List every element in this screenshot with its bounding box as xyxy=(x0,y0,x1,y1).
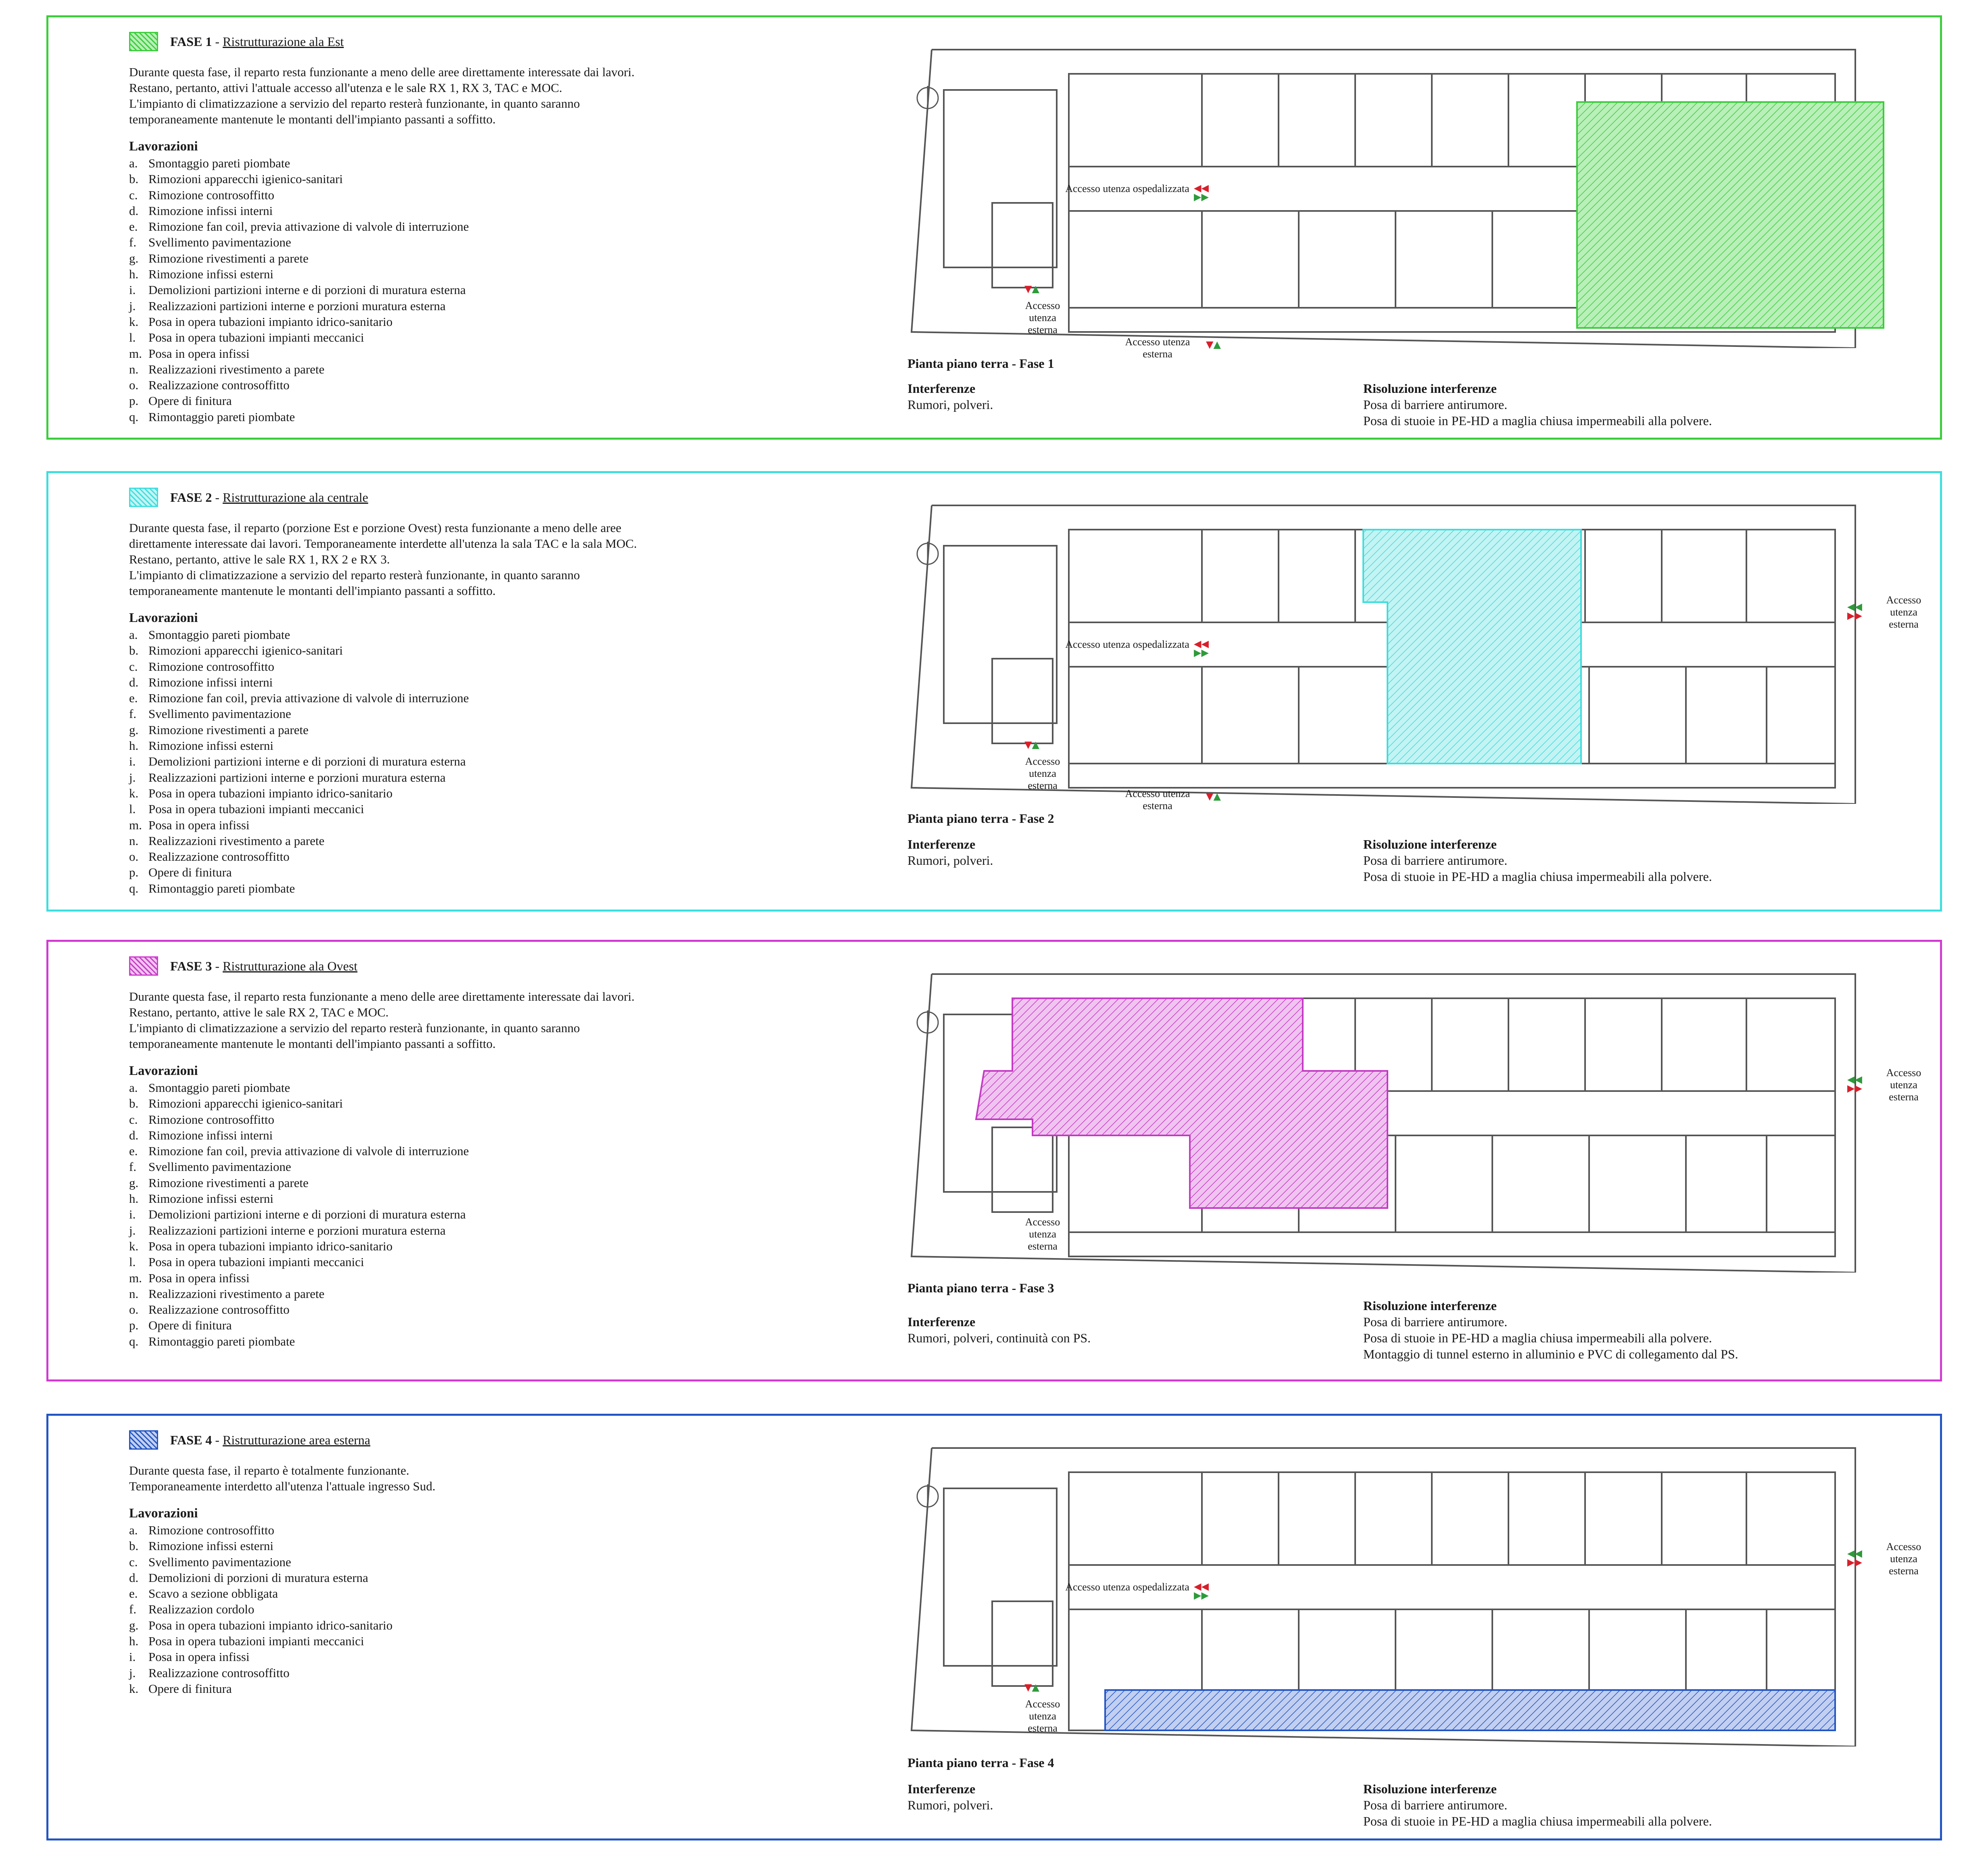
list-item: f. Realizzazion cordolo xyxy=(129,1602,254,1617)
access-hospital-arrows: ◀◀ ▶▶ xyxy=(1194,182,1209,202)
phase-1-text xyxy=(129,29,916,425)
list-item: c. Svellimento pavimentazione xyxy=(129,1555,291,1569)
phase-4-lavorazioni-heading: Lavorazioni xyxy=(129,1506,198,1521)
phase-2-legend-swatch xyxy=(129,488,158,507)
access-external-south-arrows: ▼▲ xyxy=(1206,791,1221,802)
north-arrow-icon xyxy=(917,1484,938,1509)
phase-3-interferenze: Interferenze Rumori, polveri, continuità con PS. xyxy=(907,1315,1091,1345)
list-item: d. Rimozione infissi interni xyxy=(129,203,273,218)
list-item: h. Posa in opera tubazioni impianti meccanici xyxy=(129,1634,364,1648)
list-item: j. Realizzazioni partizioni interne e porzioni muratura esterna xyxy=(129,1223,446,1237)
phase-1-work-area xyxy=(1577,102,1884,328)
phase-3-work-area xyxy=(976,998,1387,1208)
list-item: q. Rimontaggio pareti piombate xyxy=(129,881,295,895)
phase-3-text xyxy=(129,954,916,1349)
phase-2-description: Durante questa fase, il reparto (porzione Est e porzione Ovest) resta funzionante a meno delle aree direttamente interessate dai lavori. Temporaneamente interdette all'utenza la sala TAC e la sala MOC. Restano, pertanto, attive le sale RX 1, RX 2 e RX 3. L'impianto di climatizzazione a servizio del reparto resterà funzionante, in quanto saranno temporaneamente mantenute le montanti dell'impianto passanti a soffitto. xyxy=(129,521,637,598)
phase-1-interferenze: Interferenze Rumori, polveri. xyxy=(907,381,993,412)
access-external-east-arrows: ◀◀ ▶▶ xyxy=(1847,1074,1862,1094)
list-item: b. Rimozioni apparecchi igienico-sanitari xyxy=(129,172,343,186)
list-item: o. Realizzazione controsoffitto xyxy=(129,849,290,864)
phase-4-title: FASE 4 - Ristrutturazione area esterna xyxy=(170,1432,371,1447)
list-item: f. Svellimento pavimentazione xyxy=(129,1160,291,1174)
list-item: p. Opere di finitura xyxy=(129,865,232,880)
list-item: m. Posa in opera infissi xyxy=(129,346,250,361)
list-item: m. Posa in opera infissi xyxy=(129,818,250,832)
access-external-east-arrows: ◀◀ ▶▶ xyxy=(1847,601,1862,621)
access-external-label: Accesso utenza esterna xyxy=(1025,1216,1060,1252)
phase-1-legend-swatch xyxy=(129,32,158,51)
phase-4-text xyxy=(129,1428,916,1696)
list-item: f. Svellimento pavimentazione xyxy=(129,707,291,721)
list-item: c. Rimozione controsoffitto xyxy=(129,188,274,202)
list-item: n. Realizzazioni rivestimento a parete xyxy=(129,833,325,848)
access-external-south-arrows: ▼▲ xyxy=(1206,339,1221,350)
list-item: p. Opere di finitura xyxy=(129,394,232,408)
list-item: p. Opere di finitura xyxy=(129,1318,232,1333)
phase-4-work-area xyxy=(1105,1690,1835,1730)
north-arrow-icon xyxy=(917,86,938,110)
access-external-south-label: Accesso utenza esterna xyxy=(1125,788,1190,812)
access-external-label: Accesso utenza esterna xyxy=(1025,1698,1060,1734)
access-external-east-label: Accesso utenza esterna xyxy=(1886,1541,1921,1577)
phase-2-title: FASE 2 - Ristrutturazione ala centrale xyxy=(170,490,368,505)
access-hospital-arrows: ◀◀ ▶▶ xyxy=(1194,1581,1209,1601)
phase-2-text xyxy=(129,485,916,896)
phase-3-panel xyxy=(46,940,1942,1381)
access-hospital-label: Accesso utenza ospedalizzata xyxy=(1065,1581,1189,1593)
phase-4-lavorazioni-list xyxy=(129,1522,916,1696)
list-item: l. Posa in opera tubazioni impianti meccanici xyxy=(129,330,364,345)
access-hospital-arrows: ◀◀ ▶▶ xyxy=(1194,638,1209,658)
list-item: o. Realizzazione controsoffitto xyxy=(129,378,290,392)
list-item: a. Smontaggio pareti piombate xyxy=(129,628,290,642)
phase-4-plan-title: Pianta piano terra - Fase 4 xyxy=(907,1755,1054,1770)
north-arrow-icon xyxy=(917,1010,938,1035)
list-item: g. Rimozione rivestimenti a parete xyxy=(129,722,309,737)
access-external-south-label: Accesso utenza esterna xyxy=(1125,336,1190,360)
phase-1-panel xyxy=(46,15,1942,440)
phase-1-lavorazioni-heading: Lavorazioni xyxy=(129,139,198,154)
list-item: b. Rimozioni apparecchi igienico-sanitari xyxy=(129,1096,343,1111)
phase-3-lavorazioni-heading: Lavorazioni xyxy=(129,1064,198,1078)
phase-4-description: Durante questa fase, il reparto è totalmente funzionante. Temporaneamente interdetto all'utenza l'attuale ingresso Sud. xyxy=(129,1463,436,1493)
list-item: j. Realizzazioni partizioni interne e porzioni muratura esterna xyxy=(129,770,446,785)
list-item: l. Posa in opera tubazioni impianti meccanici xyxy=(129,802,364,816)
phase-2-risoluzione: Risoluzione interferenze Posa di barriere antirumore. Posa di stuoie in PE-HD a maglia chiusa impermeabili alla polvere. xyxy=(1363,837,1712,884)
phase-1-title: FASE 1 - Ristrutturazione ala Est xyxy=(170,34,344,49)
list-item: i. Demolizioni partizioni interne e di porzioni di muratura esterna xyxy=(129,754,466,769)
list-item: b. Rimozione infissi esterni xyxy=(129,1539,273,1553)
list-item: k. Posa in opera tubazioni impianto idrico-sanitario xyxy=(129,1239,393,1253)
access-hospital-label: Accesso utenza ospedalizzata xyxy=(1065,639,1189,650)
list-item: f. Svellimento pavimentazione xyxy=(129,235,291,250)
phase-2-interferenze: Interferenze Rumori, polveri. xyxy=(907,837,993,868)
list-item: o. Realizzazione controsoffitto xyxy=(129,1302,290,1317)
phase-4-legend-swatch xyxy=(129,1430,158,1450)
phase-3-risoluzione: Risoluzione interferenze Posa di barriere antirumore. Posa di stuoie in PE-HD a maglia chiusa impermeabili alla polvere. Montaggio di tunnel esterno in alluminio e PVC di collegamento dal PS. xyxy=(1363,1298,1738,1361)
list-item: d. Rimozione infissi interni xyxy=(129,675,273,689)
list-item: g. Rimozione rivestimenti a parete xyxy=(129,1175,309,1190)
list-item: m. Posa in opera infissi xyxy=(129,1271,250,1285)
list-item: d. Demolizioni di porzioni di muratura esterna xyxy=(129,1570,368,1585)
phase-1-description: Durante questa fase, il reparto resta funzionante a meno delle aree direttamente interessate dai lavori. Restano, pertanto, attivi l'attuale accesso all'utenza e le sale RX 1, RX 3, TAC e MOC. L'impianto di climatizzazione a servizio del reparto resterà funzionante, in quanto saranno temporaneamente mantenute le montanti dell'impianto passanti a soffitto. xyxy=(129,65,635,126)
phase-1-lavorazioni-list xyxy=(129,155,916,425)
list-item: g. Posa in opera tubazioni impianto idrico-sanitario xyxy=(129,1618,393,1632)
phase-3-lavorazioni-list xyxy=(129,1080,916,1349)
access-external-arrows: ▼▲ xyxy=(1024,283,1039,294)
list-item: q. Rimontaggio pareti piombate xyxy=(129,1334,295,1348)
phase-3-description: Durante questa fase, il reparto resta funzionante a meno delle aree direttamente interessate dai lavori. Restano, pertanto, attive le sale RX 2, TAC e MOC. L'impianto di climatizzazione a servizio del reparto resterà funzionante, in quanto saranno temporaneamente mantenute le montanti dell'impianto passanti a soffitto. xyxy=(129,989,635,1051)
list-item: k. Posa in opera tubazioni impianto idrico-sanitario xyxy=(129,786,393,800)
list-item: e. Rimozione fan coil, previa attivazione di valvole di interruzione xyxy=(129,219,469,234)
access-external-east-label: Accesso utenza esterna xyxy=(1886,1067,1921,1103)
list-item: a. Rimozione controsoffitto xyxy=(129,1523,274,1537)
list-item: i. Demolizioni partizioni interne e di porzioni di muratura esterna xyxy=(129,1207,466,1222)
phase-2-lavorazioni-heading: Lavorazioni xyxy=(129,611,198,625)
list-item: q. Rimontaggio pareti piombate xyxy=(129,409,295,424)
list-item: c. Rimozione controsoffitto xyxy=(129,1112,274,1127)
phase-2-lavorazioni-list xyxy=(129,627,916,896)
phase-3-plan-title: Pianta piano terra - Fase 3 xyxy=(907,1281,1054,1295)
list-item: b. Rimozioni apparecchi igienico-sanitari xyxy=(129,643,343,658)
phase-2-plan-title: Pianta piano terra - Fase 2 xyxy=(907,811,1054,826)
phase-4-panel xyxy=(46,1414,1942,1840)
list-item: i. Demolizioni partizioni interne e di porzioni di muratura esterna xyxy=(129,283,466,297)
phase-3-legend-swatch xyxy=(129,956,158,976)
phase-3-title: FASE 3 - Ristrutturazione ala Ovest xyxy=(170,958,358,973)
access-external-label: Accesso utenza esterna xyxy=(1025,300,1060,336)
phase-4-risoluzione: Risoluzione interferenze Posa di barriere antirumore. Posa di stuoie in PE-HD a maglia chiusa impermeabili alla polvere. xyxy=(1363,1782,1712,1828)
phase-2-panel xyxy=(46,471,1942,912)
list-item: e. Rimozione fan coil, previa attivazione di valvole di interruzione xyxy=(129,1144,469,1158)
north-arrow-icon xyxy=(917,542,938,566)
phase-2-work-area xyxy=(1363,530,1581,764)
access-hospital-label: Accesso utenza ospedalizzata xyxy=(1065,183,1189,194)
list-item: g. Rimozione rivestimenti a parete xyxy=(129,251,309,265)
list-item: n. Realizzazioni rivestimento a parete xyxy=(129,362,325,376)
access-external-arrows: ▼▲ xyxy=(1024,1682,1039,1693)
access-external-arrows: ▼▲ xyxy=(1024,739,1039,750)
access-external-label: Accesso utenza esterna xyxy=(1025,755,1060,791)
list-item: k. Opere di finitura xyxy=(129,1681,232,1696)
list-item: k. Posa in opera tubazioni impianto idrico-sanitario xyxy=(129,314,393,329)
phase-4-interferenze: Interferenze Rumori, polveri. xyxy=(907,1782,993,1812)
list-item: l. Posa in opera tubazioni impianti meccanici xyxy=(129,1255,364,1269)
list-item: d. Rimozione infissi interni xyxy=(129,1128,273,1142)
list-item: j. Realizzazione controsoffitto xyxy=(129,1665,290,1680)
phase-1-plan-title: Pianta piano terra - Fase 1 xyxy=(907,356,1054,371)
list-item: n. Realizzazioni rivestimento a parete xyxy=(129,1286,325,1301)
list-item: c. Rimozione controsoffitto xyxy=(129,659,274,674)
access-external-east-label: Accesso utenza esterna xyxy=(1886,594,1921,630)
list-item: h. Rimozione infissi esterni xyxy=(129,1191,273,1206)
list-item: a. Smontaggio pareti piombate xyxy=(129,1081,290,1095)
list-item: a. Smontaggio pareti piombate xyxy=(129,156,290,170)
list-item: h. Rimozione infissi esterni xyxy=(129,267,273,282)
list-item: h. Rimozione infissi esterni xyxy=(129,739,273,753)
access-external-east-arrows: ◀◀ ▶▶ xyxy=(1847,1548,1862,1568)
list-item: e. Rimozione fan coil, previa attivazione di valvole di interruzione xyxy=(129,691,469,705)
list-item: j. Realizzazioni partizioni interne e porzioni muratura esterna xyxy=(129,298,446,313)
phase-1-risoluzione: Risoluzione interferenze Posa di barriere antirumore. Posa di stuoie in PE-HD a maglia chiusa impermeabili alla polvere. xyxy=(1363,381,1712,428)
list-item: e. Scavo a sezione obbligata xyxy=(129,1586,278,1601)
list-item: i. Posa in opera infissi xyxy=(129,1650,250,1664)
